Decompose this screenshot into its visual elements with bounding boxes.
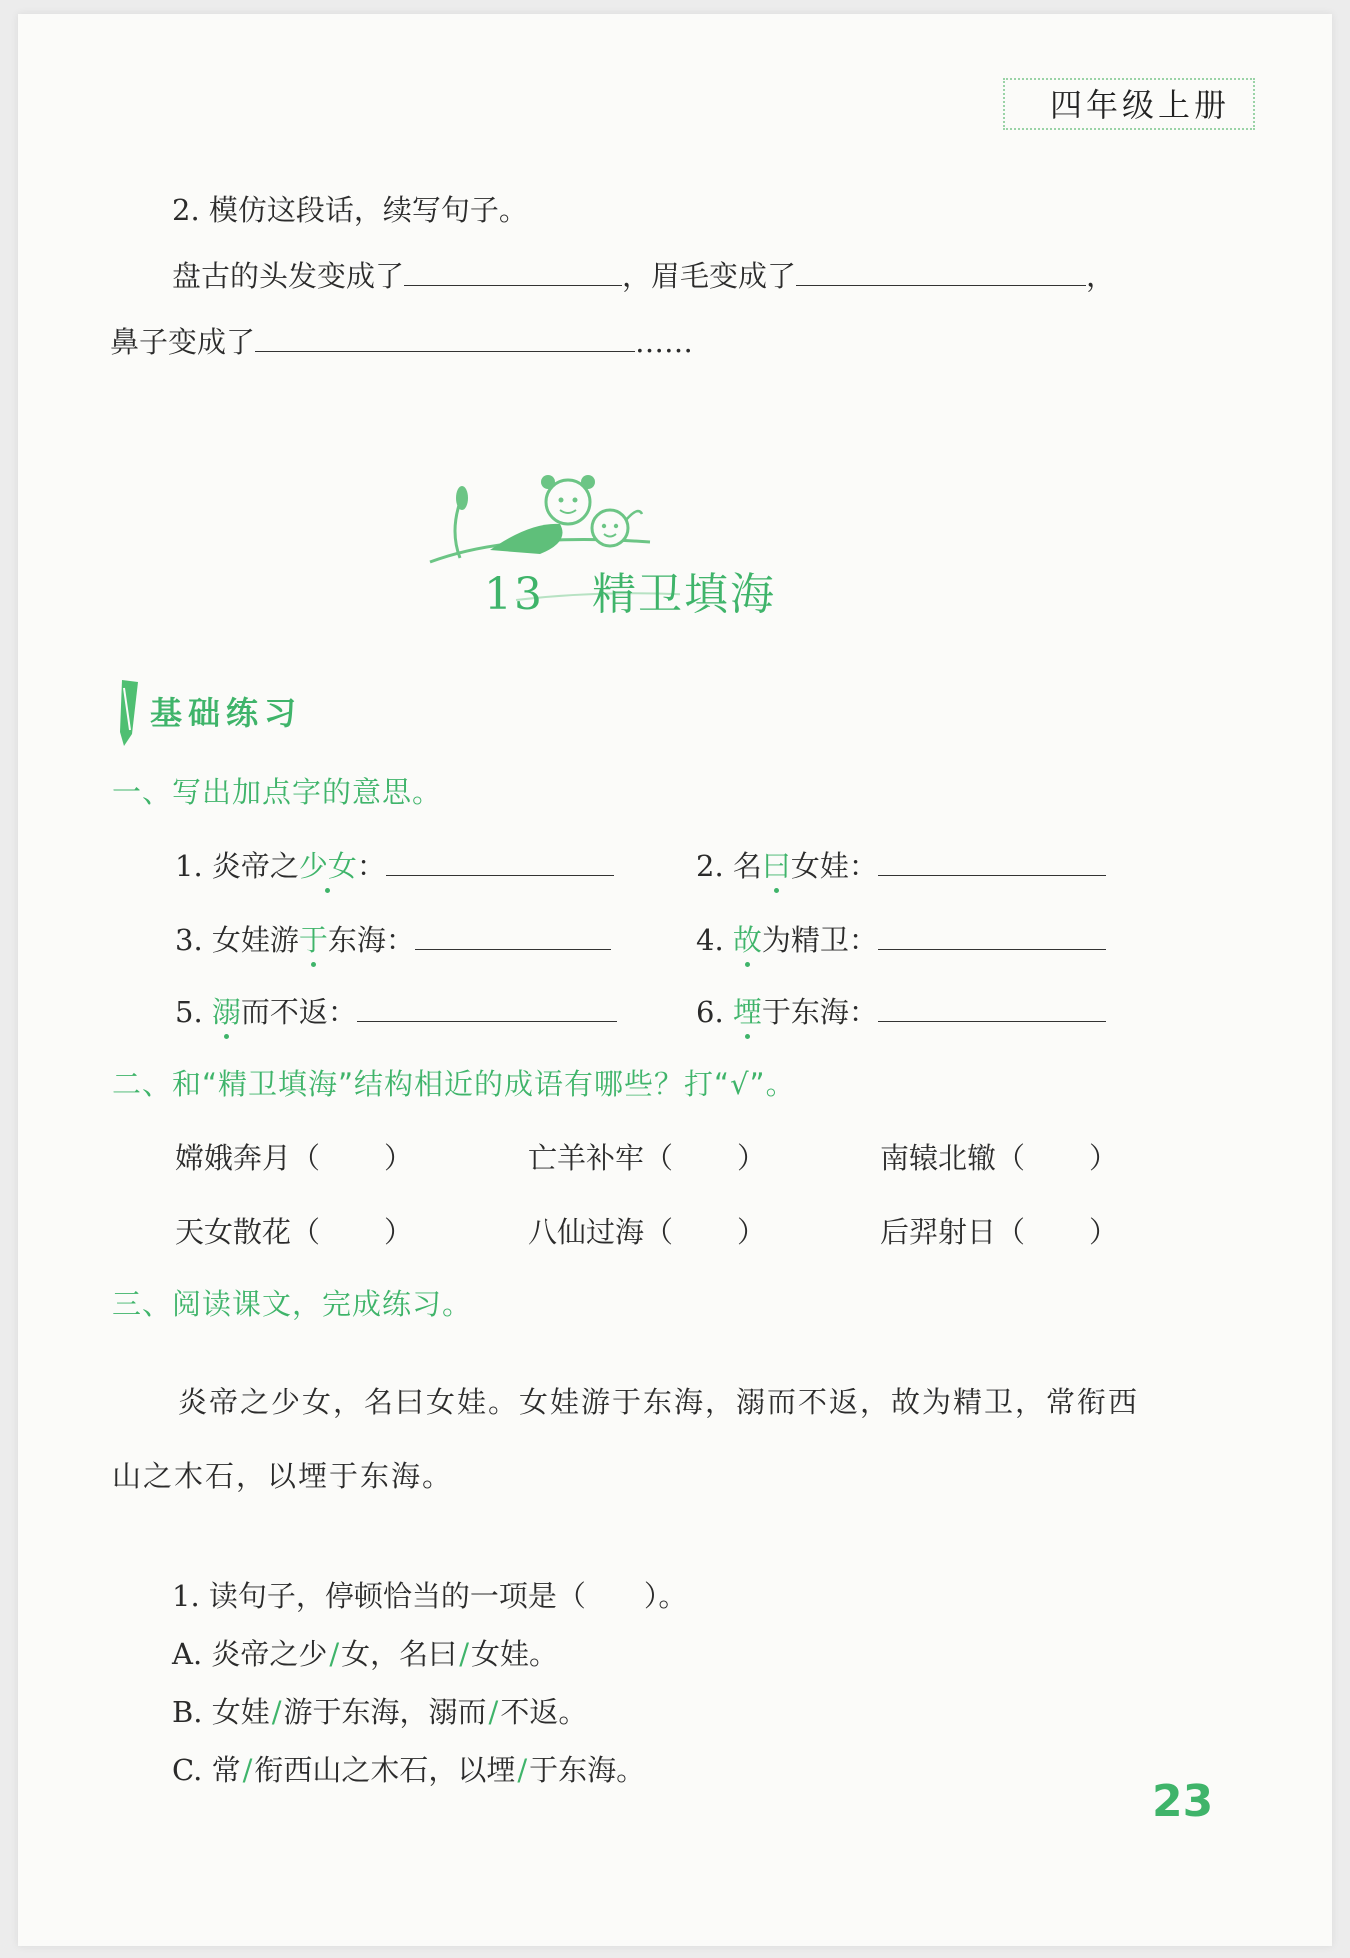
- meaning-item-6: [696, 990, 1106, 1031]
- lesson-number: 13: [484, 569, 544, 620]
- option-text: C. 常: [172, 1753, 241, 1787]
- question-1-prompt: 1. 读句子，停顿恰当的一项是（ ）。: [172, 1579, 688, 1613]
- basic-practice-title: 基础练习: [150, 694, 303, 732]
- pencil-icon: [112, 676, 144, 748]
- dotted-character: 溺: [211, 995, 241, 1029]
- line1-text-a: 盘古的头发变成了: [172, 259, 405, 293]
- answer-blank[interactable]: [357, 991, 617, 1022]
- item-text: 炎帝之: [211, 849, 299, 883]
- dotted-character: 于: [298, 923, 328, 957]
- lesson-name: 精卫填海: [592, 569, 776, 620]
- idiom-option[interactable]: [880, 1136, 1118, 1177]
- idiom-option[interactable]: [880, 1210, 1118, 1251]
- idiom-option[interactable]: [528, 1136, 766, 1177]
- close-paren: ）: [737, 1141, 767, 1175]
- close-paren: ）: [384, 1141, 414, 1175]
- pause-slash: /: [271, 1695, 282, 1729]
- idiom-text: 亡羊补牢（: [528, 1141, 674, 1175]
- passage-line-1: 炎帝之少女，名曰女娃。女娃游于东海，溺而不返，故为精卫，常衔西: [178, 1385, 1140, 1419]
- pause-slash: /: [329, 1637, 340, 1671]
- dotted-character: 堙: [732, 995, 762, 1029]
- idiom-option[interactable]: [528, 1210, 766, 1251]
- option-b[interactable]: [172, 1690, 587, 1731]
- answer-blank[interactable]: [878, 991, 1106, 1022]
- idiom-text: 后羿射日（: [880, 1215, 1026, 1249]
- item-text: ：: [356, 849, 386, 883]
- meaning-item-2: [696, 844, 1106, 885]
- dotted-character: 曰: [761, 849, 791, 883]
- lesson-title: [484, 558, 776, 622]
- meaning-item-3: [175, 918, 611, 959]
- item-number: 1.: [175, 849, 203, 883]
- question-2-prompt: 2. 模仿这段话，续写句子。: [172, 193, 528, 227]
- section-3-heading: 三、阅读课文，完成练习。: [112, 1287, 473, 1321]
- idiom-text: 嫦娥奔月（: [175, 1141, 321, 1175]
- answer-blank-eyebrows[interactable]: [796, 255, 1086, 286]
- answer-blank[interactable]: [878, 919, 1106, 950]
- option-text: B. 女娃: [172, 1695, 270, 1729]
- answer-blank-nose[interactable]: [255, 321, 635, 352]
- grade-label: 四年级上册: [1050, 86, 1231, 124]
- close-paren: ）: [384, 1215, 414, 1249]
- answer-blank[interactable]: [386, 845, 614, 876]
- idiom-text: 南辕北辙（: [880, 1141, 1026, 1175]
- item-number: 3.: [175, 923, 203, 957]
- line1-text-c: ，: [1086, 259, 1116, 293]
- option-text: 女，名曰: [341, 1637, 458, 1671]
- section-1-heading: 一、写出加点字的意思。: [112, 775, 443, 809]
- idiom-option[interactable]: [175, 1136, 413, 1177]
- item-text: 而不返：: [240, 995, 357, 1029]
- close-paren: ）: [1089, 1215, 1119, 1249]
- pause-slash: /: [242, 1753, 253, 1787]
- answer-blank-hair[interactable]: [404, 255, 622, 286]
- pause-slash: /: [459, 1637, 469, 1671]
- idiom-text: 天女散花（: [175, 1215, 321, 1249]
- item-number: 6.: [696, 995, 724, 1029]
- line2-ellipsis: ……: [635, 325, 694, 359]
- item-text: 为精卫：: [761, 923, 878, 957]
- option-text: 衔西山之木石，以堙: [254, 1753, 516, 1787]
- item-number: 4.: [696, 923, 724, 957]
- close-paren: ）: [1089, 1141, 1119, 1175]
- item-text: 东海：: [327, 923, 415, 957]
- meaning-item-4: [696, 918, 1106, 959]
- option-text: 于东海。: [529, 1753, 646, 1787]
- option-c[interactable]: [172, 1748, 645, 1789]
- item-text: 女娃游: [211, 923, 299, 957]
- line2-text-a: 鼻子变成了: [110, 325, 256, 359]
- dotted-character: 少女: [298, 849, 357, 883]
- item-number: 5.: [175, 995, 203, 1029]
- meaning-item-5: [175, 990, 617, 1031]
- item-number: 2.: [696, 849, 724, 883]
- option-text: 不返。: [500, 1695, 588, 1729]
- meaning-item-1: [175, 844, 614, 885]
- option-text: 游于东海，溺而: [283, 1695, 487, 1729]
- idiom-text: 八仙过海（: [528, 1215, 674, 1249]
- item-text: 于东海：: [761, 995, 878, 1029]
- item-text: 名: [732, 849, 762, 883]
- continuation-line-1: [172, 254, 1115, 295]
- section-2-heading: 二、和“精卫填海”结构相近的成语有哪些？打“√”。: [112, 1067, 796, 1101]
- option-text: 女娃。: [470, 1637, 558, 1671]
- line1-text-b: ，眉毛变成了: [622, 259, 797, 293]
- close-paren: ）: [737, 1215, 767, 1249]
- idiom-option[interactable]: [175, 1210, 413, 1251]
- answer-blank[interactable]: [878, 845, 1106, 876]
- dotted-character: 故: [732, 923, 762, 957]
- pause-slash: /: [488, 1695, 499, 1729]
- option-a[interactable]: [172, 1632, 558, 1673]
- answer-blank[interactable]: [415, 919, 611, 950]
- continuation-line-2: [110, 320, 693, 361]
- item-text: 女娃：: [790, 849, 878, 883]
- option-text: A. 炎帝之少: [172, 1637, 328, 1671]
- page-number: 23: [1152, 1776, 1214, 1827]
- passage-line-2: 山之木石，以堙于东海。: [112, 1459, 454, 1493]
- pause-slash: /: [517, 1753, 528, 1787]
